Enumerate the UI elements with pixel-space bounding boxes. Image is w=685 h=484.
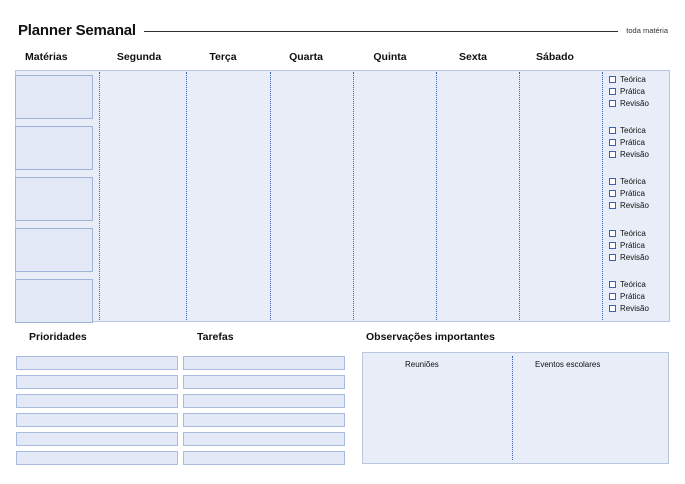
checkbox-label: Prática — [620, 189, 645, 198]
column-header-day-6: Sábado — [536, 51, 574, 63]
checkbox-label: Prática — [620, 138, 645, 147]
checkbox-icon[interactable] — [609, 305, 616, 312]
task-item-3[interactable] — [183, 394, 345, 408]
weekly-grid-panel[interactable] — [15, 70, 670, 322]
subject-box-1[interactable] — [15, 75, 93, 119]
grid-column-divider-1 — [99, 72, 100, 320]
check-group-1 — [609, 74, 679, 110]
column-header-day-2: Terça — [209, 51, 237, 63]
header-divider — [144, 31, 618, 32]
priority-item-1[interactable] — [16, 356, 178, 370]
column-header-day-3: Quarta — [289, 51, 323, 63]
priority-item-5[interactable] — [16, 432, 178, 446]
checkbox-row-pratica[interactable] — [609, 188, 679, 199]
checkbox-icon[interactable] — [609, 178, 616, 185]
checkbox-label: Revisão — [620, 99, 649, 108]
checkbox-icon[interactable] — [609, 202, 616, 209]
checkbox-row-revisao[interactable] — [609, 303, 679, 314]
priority-item-2[interactable] — [16, 375, 178, 389]
column-header-subjects: Matérias — [25, 51, 68, 63]
check-group-3 — [609, 176, 679, 212]
checkbox-label: Prática — [620, 241, 645, 250]
checkbox-icon[interactable] — [609, 254, 616, 261]
column-header-day-1: Segunda — [116, 51, 162, 63]
checkbox-label: Revisão — [620, 253, 649, 262]
grid-column-divider-2 — [186, 72, 187, 320]
checkbox-icon[interactable] — [609, 281, 616, 288]
check-group-4 — [609, 228, 679, 264]
checkbox-label: Prática — [620, 292, 645, 301]
page-header — [18, 20, 668, 40]
grid-column-divider-4 — [353, 72, 354, 320]
checkbox-row-pratica[interactable] — [609, 137, 679, 148]
checkbox-row-revisao[interactable] — [609, 98, 679, 109]
checkbox-icon[interactable] — [609, 139, 616, 146]
header-note: toda matéria — [626, 25, 668, 35]
checkbox-row-teorica[interactable] — [609, 74, 679, 85]
task-item-5[interactable] — [183, 432, 345, 446]
task-item-4[interactable] — [183, 413, 345, 427]
checkbox-icon[interactable] — [609, 190, 616, 197]
notes-right-label: Eventos escolares — [535, 360, 601, 369]
task-item-6[interactable] — [183, 451, 345, 465]
section-title-priorities: Prioridades — [29, 331, 87, 343]
checkbox-icon[interactable] — [609, 293, 616, 300]
check-group-5 — [609, 279, 679, 315]
checkbox-icon[interactable] — [609, 100, 616, 107]
checkbox-row-revisao[interactable] — [609, 200, 679, 211]
checkbox-row-teorica[interactable] — [609, 125, 679, 136]
section-title-notes: Observações importantes — [366, 331, 495, 343]
checkbox-row-pratica[interactable] — [609, 240, 679, 251]
task-item-1[interactable] — [183, 356, 345, 370]
checkbox-label: Revisão — [620, 304, 649, 313]
checkbox-row-teorica[interactable] — [609, 176, 679, 187]
checkbox-icon[interactable] — [609, 76, 616, 83]
check-group-2 — [609, 125, 679, 161]
checkbox-icon[interactable] — [609, 127, 616, 134]
checkbox-label: Revisão — [620, 150, 649, 159]
section-title-tasks: Tarefas — [197, 331, 234, 343]
checkbox-icon[interactable] — [609, 88, 616, 95]
checkbox-icon[interactable] — [609, 151, 616, 158]
checkbox-row-teorica[interactable] — [609, 279, 679, 290]
subject-box-2[interactable] — [15, 126, 93, 170]
column-header-day-4: Quinta — [373, 51, 407, 63]
checkbox-row-teorica[interactable] — [609, 228, 679, 239]
grid-column-divider-7 — [602, 72, 603, 320]
priority-item-6[interactable] — [16, 451, 178, 465]
checkbox-row-pratica[interactable] — [609, 86, 679, 97]
subject-box-4[interactable] — [15, 228, 93, 272]
page-title: Planner Semanal — [18, 21, 136, 39]
grid-column-divider-6 — [519, 72, 520, 320]
priority-item-3[interactable] — [16, 394, 178, 408]
checkbox-label: Teórica — [620, 177, 646, 186]
checkbox-label: Teórica — [620, 280, 646, 289]
checkbox-row-revisao[interactable] — [609, 252, 679, 263]
notes-left-label: Reuniões — [405, 360, 439, 369]
grid-column-divider-3 — [270, 72, 271, 320]
checkbox-row-revisao[interactable] — [609, 149, 679, 160]
checkbox-icon[interactable] — [609, 230, 616, 237]
task-item-2[interactable] — [183, 375, 345, 389]
priority-item-4[interactable] — [16, 413, 178, 427]
checkbox-label: Revisão — [620, 201, 649, 210]
checkbox-label: Teórica — [620, 126, 646, 135]
checkbox-row-pratica[interactable] — [609, 291, 679, 302]
checkbox-label: Teórica — [620, 75, 646, 84]
notes-divider — [512, 356, 513, 460]
grid-column-divider-5 — [436, 72, 437, 320]
checkbox-icon[interactable] — [609, 242, 616, 249]
checkbox-label: Prática — [620, 87, 645, 96]
subject-box-3[interactable] — [15, 177, 93, 221]
column-header-day-5: Sexta — [458, 51, 488, 63]
subject-box-5[interactable] — [15, 279, 93, 323]
checkbox-label: Teórica — [620, 229, 646, 238]
